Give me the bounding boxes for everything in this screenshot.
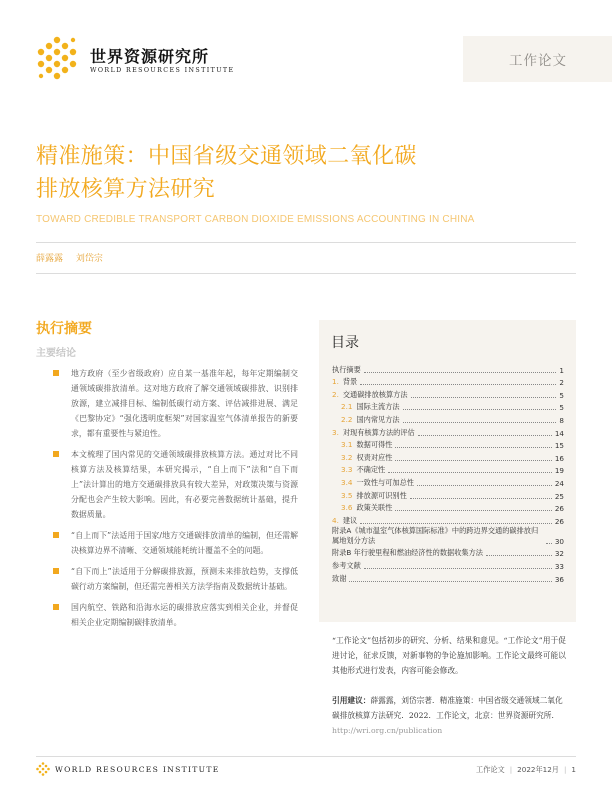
toc-leader-dots bbox=[395, 510, 551, 511]
working-paper-note: “工作论文”包括初步的研究、分析、结果和意见。“工作论文”用于促进讨论，征求反馈，对新事物的争论施加影响。工作论文最终可能以其他形式进行发表，内容可能会修改。 bbox=[332, 636, 566, 675]
toc-item-label bbox=[332, 365, 361, 375]
toc-item-number: 2. bbox=[332, 389, 339, 399]
table-of-contents bbox=[319, 320, 576, 622]
toc-item-text: 附录A《城市温室气体核算国际标准》中的跨边界交通的碳排放归属地划分方法 bbox=[332, 525, 539, 545]
bullet-square-icon bbox=[53, 451, 59, 457]
toc-item-text: 附录B 年行驶里程和燃油经济性的数据收集方法 bbox=[332, 548, 483, 558]
list-item bbox=[53, 528, 298, 558]
list-item bbox=[53, 564, 298, 594]
author-name: 刘岱宗 bbox=[75, 254, 103, 264]
toc-item-page: 15 bbox=[554, 441, 564, 451]
toc-item-number: 2.2 bbox=[341, 414, 353, 424]
toc-item-label bbox=[341, 465, 385, 475]
toc-item-label bbox=[332, 516, 357, 526]
title-divider bbox=[36, 242, 576, 243]
bullet-text: 国内航空、铁路和沿海水运的碳排放应落实到相关企业，并督促相关企业定期编制碳排放清单。 bbox=[71, 603, 298, 627]
author-name: 薛露露 bbox=[36, 254, 64, 264]
toc-item-label bbox=[341, 453, 392, 463]
toc-item-page: 25 bbox=[554, 491, 564, 501]
toc-leader-dots bbox=[411, 397, 557, 398]
toc-item-text: 国际主流方法 bbox=[356, 402, 400, 412]
toc-item-page: 8 bbox=[559, 415, 564, 425]
title-line-2: 排放核算方法研究 bbox=[36, 177, 216, 202]
toc-item-label bbox=[332, 377, 357, 387]
toc-item-label bbox=[332, 561, 361, 571]
toc-item-page: 33 bbox=[554, 561, 564, 571]
toc-leader-dots bbox=[349, 581, 551, 582]
toc-item[interactable] bbox=[332, 558, 564, 571]
toc-leader-dots bbox=[410, 498, 552, 499]
author-list bbox=[36, 251, 113, 264]
toc-leader-dots bbox=[486, 555, 552, 556]
list-item bbox=[53, 600, 298, 630]
citation-text: 薛露露，刘岱宗著．精准施策：中国省级交通领域二氧化碳排放核算方法研究．2022．工作论文，北京：世界资源研究所． bbox=[332, 696, 563, 720]
toc-item-text: 执行摘要 bbox=[332, 364, 361, 374]
toc-item-label bbox=[341, 503, 392, 513]
toc-item-text: 数据可得性 bbox=[356, 440, 393, 450]
toc-item-text: 权责对应性 bbox=[356, 452, 393, 462]
toc-leader-dots bbox=[364, 372, 557, 373]
citation bbox=[332, 693, 566, 738]
footer-divider bbox=[36, 756, 576, 757]
toc-item-text: 参考文献 bbox=[332, 560, 361, 570]
toc-item-label bbox=[332, 574, 346, 584]
toc-item[interactable] bbox=[332, 450, 564, 463]
toc-leader-dots bbox=[388, 472, 552, 473]
toc-item[interactable] bbox=[332, 475, 564, 488]
title-line-1: 精准施策：中国省级交通领域二氧化碳 bbox=[36, 144, 417, 169]
toc-item-page: 26 bbox=[554, 504, 564, 514]
toc-item-label bbox=[332, 428, 415, 438]
toc-leader-dots bbox=[546, 543, 552, 544]
toc-leader-dots bbox=[360, 523, 552, 524]
toc-item-page: 30 bbox=[554, 536, 564, 546]
toc-item-number: 1. bbox=[332, 377, 339, 387]
toc-item-number: 2.1 bbox=[341, 402, 353, 412]
toc-item[interactable] bbox=[332, 488, 564, 501]
bullet-text: “自上而下”法适用于国家/地方交通碳排放清单的编制，但还需解决核算边界不清晰、交通领域能耗统计覆盖不全的问题。 bbox=[71, 531, 298, 555]
toc-item-number: 3.3 bbox=[341, 465, 353, 475]
toc-item-text: 排放源可识别性 bbox=[356, 490, 407, 500]
toc-item-page: 16 bbox=[554, 453, 564, 463]
toc-item-number: 3. bbox=[332, 427, 339, 437]
toc-leader-dots bbox=[360, 384, 556, 385]
list-item bbox=[53, 447, 298, 522]
toc-item[interactable] bbox=[332, 501, 564, 514]
toc-item-number: 3.2 bbox=[341, 452, 353, 462]
toc-item[interactable] bbox=[332, 546, 564, 559]
toc-item-text: 对现有核算方法的评估 bbox=[342, 427, 415, 437]
title-english: TOWARD CREDIBLE TRANSPORT CARBON DIOXIDE EMISSIONS ACCOUNTING IN CHINA bbox=[36, 214, 475, 225]
key-findings-list bbox=[53, 366, 298, 636]
toc-item-page: 36 bbox=[554, 574, 564, 584]
bullet-text: 本文梳理了国内常见的交通领域碳排放核算方法。通过对比不同核算方法及核算结果，本研究揭示，“自上而下”法和“自下而上”法计算出的地方交通碳排放具有较大差异，对政策决策与资源分配也会产生较大影响。因此，有必要完善数据统计基础，提升数据质量。 bbox=[71, 450, 298, 519]
toc-item[interactable] bbox=[332, 513, 564, 526]
citation-label: 引用建议： bbox=[332, 696, 371, 705]
toc-item[interactable] bbox=[332, 362, 564, 375]
toc-item[interactable] bbox=[332, 400, 564, 413]
toc-item-page: 19 bbox=[554, 466, 564, 476]
toc-item-page: 24 bbox=[554, 478, 564, 488]
toc-leader-dots bbox=[395, 447, 551, 448]
toc-item-text: 一致性与可加总性 bbox=[356, 477, 414, 487]
toc-item-label bbox=[341, 478, 414, 488]
page-header bbox=[0, 0, 612, 100]
toc-item-page: 5 bbox=[559, 390, 564, 400]
toc-item-page: 26 bbox=[554, 516, 564, 526]
toc-item-page: 1 bbox=[559, 365, 564, 375]
toc-item-number: 3.5 bbox=[341, 490, 353, 500]
toc-item-page: 5 bbox=[559, 403, 564, 413]
list-item bbox=[53, 366, 298, 441]
toc-item-text: 建议 bbox=[342, 515, 358, 525]
toc-item-label bbox=[341, 440, 392, 450]
toc-leader-dots bbox=[364, 568, 552, 569]
org-name-cn: 世界资源研究所 bbox=[90, 47, 210, 66]
toc-item[interactable] bbox=[332, 463, 564, 476]
toc-leader-dots bbox=[403, 409, 557, 410]
toc-item-label bbox=[332, 526, 543, 546]
toc-item-label bbox=[341, 491, 407, 501]
bullet-square-icon bbox=[53, 568, 59, 574]
toc-item-page: 14 bbox=[554, 428, 564, 438]
toc-item-number: 3.6 bbox=[341, 503, 353, 513]
toc-item-label bbox=[332, 390, 408, 400]
footer-doc-type: 工作论文 bbox=[475, 765, 505, 774]
footer-meta: 工作论文 | 2022年12月 | 1 bbox=[475, 765, 576, 774]
toc-leader-dots bbox=[418, 435, 552, 436]
doc-type-badge: 工作论文 bbox=[463, 36, 612, 82]
bullet-text: “自下而上”法适用于分解碳排放源，预测未来排放趋势，支撑低碳行动方案编制，但还需完善相关方法学指南及数据统计基础。 bbox=[71, 567, 298, 591]
toc-item-text: 国内常见方法 bbox=[356, 414, 400, 424]
toc-item-text: 致谢 bbox=[332, 573, 347, 583]
toc-item[interactable] bbox=[332, 425, 564, 438]
toc-item[interactable] bbox=[332, 387, 564, 400]
toc-item-text: 背景 bbox=[342, 377, 358, 387]
toc-item-number: 3.4 bbox=[341, 477, 353, 487]
toc-title: 目录 bbox=[331, 335, 359, 351]
citation-link[interactable]: http://wri.org.cn/publication bbox=[332, 726, 443, 735]
toc-item[interactable] bbox=[332, 375, 564, 388]
page-footer bbox=[36, 762, 576, 780]
page-number: 1 bbox=[571, 765, 576, 774]
page-title bbox=[36, 140, 576, 206]
toc-item-text: 不确定性 bbox=[356, 465, 386, 475]
toc-item-page: 2 bbox=[559, 378, 564, 388]
toc-item-label bbox=[341, 402, 400, 412]
toc-item[interactable] bbox=[332, 438, 564, 451]
org-name-en: WORLD RESOURCES INSTITUTE bbox=[90, 67, 235, 74]
wri-logo-small-icon bbox=[36, 762, 50, 776]
toc-item-label bbox=[332, 548, 483, 558]
bullet-square-icon bbox=[53, 532, 59, 538]
toc-item-text: 政策关联性 bbox=[356, 503, 393, 513]
toc-item-number: 4. bbox=[332, 515, 339, 525]
authors-divider bbox=[36, 273, 576, 274]
toc-item[interactable] bbox=[332, 526, 564, 546]
bullet-square-icon bbox=[53, 370, 59, 376]
bullet-square-icon bbox=[53, 604, 59, 610]
toc-leader-dots bbox=[417, 485, 552, 486]
footer-date: 2022年12月 bbox=[517, 765, 559, 774]
wri-logo-icon bbox=[34, 36, 80, 82]
footer-org-name: WORLD RESOURCES INSTITUTE bbox=[55, 765, 220, 774]
toc-item-text: 交通碳排放核算方法 bbox=[342, 389, 408, 399]
toc-item-number: 3.1 bbox=[341, 440, 353, 450]
toc-item[interactable] bbox=[332, 412, 564, 425]
toc-leader-dots bbox=[395, 460, 551, 461]
toc-item-page: 32 bbox=[554, 549, 564, 559]
bullet-text: 地方政府（至少省级政府）应自某一基准年起，每年定期编制交通领域碳排放清单。这对地方政府了解交通领域碳排放、识别排放源，建立减排目标、编制低碳行动方案、评估减排进展、满足《巴黎协定》“强化透明度框架”对国家温室气体清单报告的新要求，都有重要性与紧迫性。 bbox=[71, 369, 298, 438]
toc-item[interactable] bbox=[332, 571, 564, 584]
subsection-title: 主要结论 bbox=[36, 348, 76, 359]
section-title: 执行摘要 bbox=[36, 321, 92, 337]
toc-list bbox=[332, 362, 564, 584]
toc-item-label bbox=[341, 415, 400, 425]
toc-leader-dots bbox=[403, 422, 557, 423]
